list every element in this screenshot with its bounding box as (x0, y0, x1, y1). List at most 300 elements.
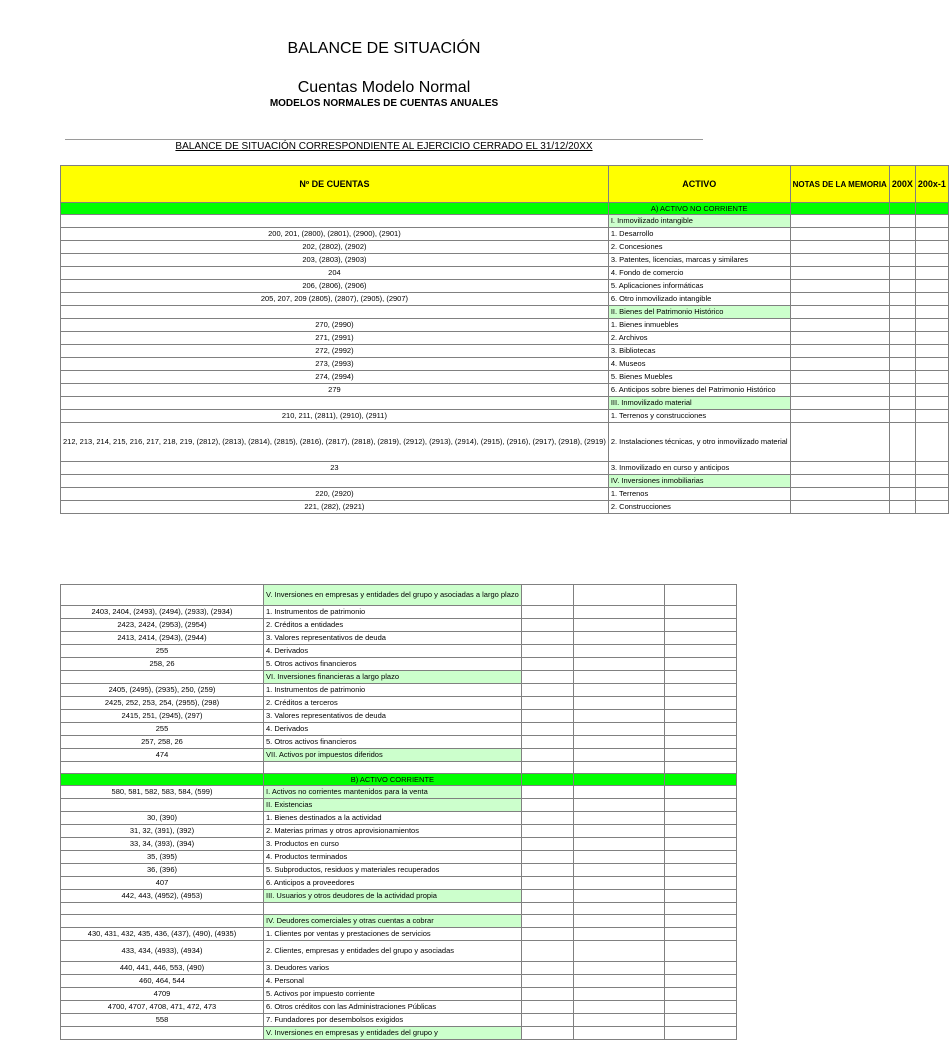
notes-cell (521, 749, 573, 762)
account-concept: 2. Concesiones (608, 241, 790, 254)
notes-cell (790, 319, 889, 332)
previous-year-cell (915, 280, 948, 293)
table-row (61, 358, 949, 371)
current-year-cell (889, 423, 915, 462)
notes-cell (521, 736, 573, 749)
account-numbers: 2413, 2414, (2943), (2944) (61, 632, 264, 645)
account-numbers: 23 (61, 462, 609, 475)
account-concept: V. Inversiones en empresas y entidades del grupo y (264, 1027, 522, 1040)
notes-cell (790, 267, 889, 280)
table-row (61, 423, 949, 462)
table-row (61, 1014, 737, 1027)
account-concept: VI. Inversiones financieras a largo plazo (264, 671, 522, 684)
previous-year-cell (664, 723, 736, 736)
current-year-cell (573, 975, 664, 988)
current-year-cell (573, 799, 664, 812)
account-concept: I. Inmovilizado intangible (608, 215, 790, 228)
current-year-cell (573, 962, 664, 975)
account-numbers: 220, (2920) (61, 488, 609, 501)
previous-year-cell (915, 475, 948, 488)
notes-cell (790, 306, 889, 319)
notes-cell (521, 799, 573, 812)
account-concept: 4. Derivados (264, 723, 522, 736)
table-row (61, 975, 737, 988)
current-year-cell (889, 358, 915, 371)
account-numbers: 255 (61, 645, 264, 658)
account-concept: 1. Terrenos y construcciones (608, 410, 790, 423)
account-concept: II. Existencias (264, 799, 522, 812)
previous-year-cell (915, 501, 948, 514)
account-numbers (61, 799, 264, 812)
current-year-cell (889, 332, 915, 345)
table-row (61, 786, 737, 799)
account-concept: 3. Valores representativos de deuda (264, 710, 522, 723)
notes-cell (521, 585, 573, 606)
account-numbers: 35, (395) (61, 851, 264, 864)
table-row (61, 710, 737, 723)
account-concept (264, 903, 522, 915)
table-row (61, 812, 737, 825)
account-concept: III. Usuarios y otros deudores de la actividad propia (264, 890, 522, 903)
current-year-cell (889, 488, 915, 501)
current-year-cell (573, 684, 664, 697)
notes-cell (521, 1014, 573, 1027)
header-notas: NOTAS DE LA MEMORIA (790, 166, 889, 203)
current-year-cell (573, 1027, 664, 1040)
account-numbers (61, 306, 609, 319)
header-year-current: 200X (889, 166, 915, 203)
current-year-cell (889, 384, 915, 397)
account-concept: 2. Archivos (608, 332, 790, 345)
previous-year-cell (664, 585, 736, 606)
previous-year-cell (664, 975, 736, 988)
current-year-cell (889, 241, 915, 254)
current-year-cell (889, 254, 915, 267)
previous-year-cell (915, 423, 948, 462)
notes-cell (521, 632, 573, 645)
account-numbers: 255 (61, 723, 264, 736)
account-numbers: 257, 258, 26 (61, 736, 264, 749)
account-concept: 5. Otros activos financieros (264, 658, 522, 671)
account-numbers: 202, (2802), (2902) (61, 241, 609, 254)
account-concept: 2. Instalaciones técnicas, y otro inmovilizado material (608, 423, 790, 462)
notes-cell (521, 812, 573, 825)
current-year-cell (573, 723, 664, 736)
previous-year-cell (915, 462, 948, 475)
notes-cell (521, 915, 573, 928)
current-year-cell (573, 1014, 664, 1027)
account-numbers: 460, 464, 544 (61, 975, 264, 988)
current-year-cell (889, 397, 915, 410)
current-year-cell (573, 825, 664, 838)
table-row (61, 345, 949, 358)
previous-year-cell (915, 397, 948, 410)
previous-year-cell (664, 1014, 736, 1027)
notes-cell (521, 671, 573, 684)
current-year-cell (573, 1001, 664, 1014)
account-numbers: 2405, (2495), (2935), 250, (259) (61, 684, 264, 697)
notes-cell (790, 293, 889, 306)
current-year-cell (889, 410, 915, 423)
previous-year-cell (915, 215, 948, 228)
previous-year-cell (664, 684, 736, 697)
account-concept: 7. Fundadores por desembolsos exigidos (264, 1014, 522, 1027)
table-row (61, 632, 737, 645)
account-numbers: 205, 207, 209 (2805), (2807), (2905), (2907) (61, 293, 609, 306)
table-row (61, 293, 949, 306)
header-activo: ACTIVO (608, 166, 790, 203)
table-row (61, 864, 737, 877)
notes-cell (521, 762, 573, 774)
previous-year-cell (664, 877, 736, 890)
table-row (61, 410, 949, 423)
account-numbers (61, 762, 264, 774)
current-year-cell (573, 988, 664, 1001)
account-concept: 5. Aplicaciones informáticas (608, 280, 790, 293)
table-row (61, 488, 949, 501)
table-row (61, 397, 949, 410)
account-concept: 2. Clientes, empresas y entidades del grupo y asociadas (264, 941, 522, 962)
notes-cell (790, 215, 889, 228)
section-row-activo-no-corriente (61, 203, 949, 215)
current-year-cell (573, 915, 664, 928)
account-concept: 5. Bienes Muebles (608, 371, 790, 384)
account-numbers (61, 215, 609, 228)
account-numbers: 200, 201, (2800), (2801), (2900), (2901) (61, 228, 609, 241)
previous-year-cell (664, 645, 736, 658)
table-row (61, 877, 737, 890)
account-concept: 4. Personal (264, 975, 522, 988)
notes-cell (790, 462, 889, 475)
account-numbers: 4709 (61, 988, 264, 1001)
document-subsubtitle: MODELOS NORMALES DE CUENTAS ANUALES (269, 98, 499, 109)
account-numbers (61, 475, 609, 488)
account-concept: 4. Museos (608, 358, 790, 371)
section-row (61, 774, 737, 786)
previous-year-cell (915, 293, 948, 306)
account-concept: 5. Activos por impuesto corriente (264, 988, 522, 1001)
current-year-cell (573, 736, 664, 749)
notes-cell (521, 941, 573, 962)
account-numbers: 33, 34, (393), (394) (61, 838, 264, 851)
account-concept: 4. Fondo de comercio (608, 267, 790, 280)
account-concept: II. Bienes del Patrimonio Histórico (608, 306, 790, 319)
account-numbers (61, 774, 264, 786)
table-row (61, 890, 737, 903)
document-subtitle: Cuentas Modelo Normal (297, 79, 471, 96)
current-year-cell (889, 319, 915, 332)
current-year-cell (889, 475, 915, 488)
notes-cell (521, 928, 573, 941)
notes-cell (790, 501, 889, 514)
current-year-cell (573, 585, 664, 606)
balance-heading: BALANCE DE SITUACIÓN CORRESPONDIENTE AL EJERCICIO CERRADO EL 31/12/20XX (175, 141, 593, 152)
account-concept: 3. Deudores varios (264, 962, 522, 975)
previous-year-cell (664, 606, 736, 619)
previous-year-cell (915, 345, 948, 358)
current-year-cell (889, 306, 915, 319)
notes-cell (521, 851, 573, 864)
previous-year-cell (664, 851, 736, 864)
table-row (61, 838, 737, 851)
table-row (61, 723, 737, 736)
account-numbers: 221, (282), (2921) (61, 501, 609, 514)
account-numbers: 270, (2990) (61, 319, 609, 332)
notes-cell (790, 241, 889, 254)
account-concept: 4. Derivados (264, 645, 522, 658)
notes-cell (790, 358, 889, 371)
previous-year-cell (664, 697, 736, 710)
previous-year-cell (915, 306, 948, 319)
previous-year-cell (664, 658, 736, 671)
notes-cell (790, 371, 889, 384)
table-row (61, 928, 737, 941)
account-concept (264, 762, 522, 774)
account-numbers (61, 397, 609, 410)
previous-year-cell (664, 762, 736, 774)
previous-year-cell (915, 488, 948, 501)
current-year-cell (573, 606, 664, 619)
current-year-cell (573, 774, 664, 786)
table-row (61, 941, 737, 962)
current-year-cell (573, 710, 664, 723)
table-row (61, 658, 737, 671)
account-numbers: 2403, 2404, (2493), (2494), (2933), (2934) (61, 606, 264, 619)
table-row (61, 306, 949, 319)
previous-year-cell (915, 254, 948, 267)
table-row (61, 697, 737, 710)
current-year-cell (573, 903, 664, 915)
account-numbers: 2423, 2424, (2953), (2954) (61, 619, 264, 632)
table-row (61, 671, 737, 684)
previous-year-cell (664, 890, 736, 903)
account-concept: 5. Subproductos, residuos y materiales recuperados (264, 864, 522, 877)
current-year-cell (573, 838, 664, 851)
previous-year-cell (664, 799, 736, 812)
previous-year-cell (664, 671, 736, 684)
table-row (61, 462, 949, 475)
current-year-cell (573, 786, 664, 799)
previous-year-cell (664, 962, 736, 975)
account-numbers: 407 (61, 877, 264, 890)
notes-cell (521, 864, 573, 877)
table-row (61, 851, 737, 864)
current-year-cell (889, 228, 915, 241)
account-concept: 2. Materias primas y otros aprovisionamientos (264, 825, 522, 838)
account-concept: 1. Instrumentos de patrimonio (264, 606, 522, 619)
account-numbers: 212, 213, 214, 215, 216, 217, 218, 219, (2812), (2813), (2814), (2815), (2816), (2817), (2818), (2819), (2912), (2913), (2914), (2915), (2916), (2917), (2918), (2919) (61, 423, 609, 462)
table-row (61, 475, 949, 488)
previous-year-cell (915, 358, 948, 371)
current-year-cell (573, 941, 664, 962)
notes-cell (790, 345, 889, 358)
table-row (61, 799, 737, 812)
account-numbers: 273, (2993) (61, 358, 609, 371)
notes-cell (521, 877, 573, 890)
previous-year-cell (664, 864, 736, 877)
notes-cell (521, 1001, 573, 1014)
header-year-previous: 200x-1 (915, 166, 948, 203)
previous-year-cell (664, 838, 736, 851)
current-year-cell (573, 877, 664, 890)
section-label: B) ACTIVO CORRIENTE (264, 774, 522, 786)
notes-cell (521, 903, 573, 915)
account-numbers: 558 (61, 1014, 264, 1027)
account-concept: 1. Instrumentos de patrimonio (264, 684, 522, 697)
table-row (61, 332, 949, 345)
notes-cell (521, 684, 573, 697)
table-row (61, 962, 737, 975)
account-numbers: 440, 441, 446, 553, (490) (61, 962, 264, 975)
account-concept: 5. Otros activos financieros (264, 736, 522, 749)
account-numbers: 2425, 252, 253, 254, (2955), (298) (61, 697, 264, 710)
previous-year-cell (915, 410, 948, 423)
table-row (61, 1027, 737, 1040)
account-concept: VII. Activos por impuestos diferidos (264, 749, 522, 762)
current-year-cell (889, 345, 915, 358)
account-concept: IV. Inversiones inmobiliarias (608, 475, 790, 488)
current-year-cell (573, 890, 664, 903)
account-numbers: 274, (2994) (61, 371, 609, 384)
table-row (61, 585, 737, 606)
account-concept: 1. Terrenos (608, 488, 790, 501)
account-concept: 4. Productos terminados (264, 851, 522, 864)
account-numbers: 210, 211, (2811), (2910), (2911) (61, 410, 609, 423)
notes-cell (521, 697, 573, 710)
notes-cell (521, 825, 573, 838)
account-numbers: 442, 443, (4952), (4953) (61, 890, 264, 903)
notes-cell (521, 710, 573, 723)
notes-cell (790, 280, 889, 293)
current-year-cell (889, 462, 915, 475)
table-row (61, 606, 737, 619)
notes-cell (790, 228, 889, 241)
notes-cell (521, 606, 573, 619)
notes-cell (790, 397, 889, 410)
notes-cell (521, 1027, 573, 1040)
current-year-cell (573, 812, 664, 825)
account-numbers: 30, (390) (61, 812, 264, 825)
account-concept: 3. Inmovilizado en curso y anticipos (608, 462, 790, 475)
notes-cell (521, 890, 573, 903)
document-title: BALANCE DE SITUACIÓN (287, 40, 481, 57)
horizontal-rule (65, 139, 703, 140)
current-year-cell (889, 267, 915, 280)
notes-cell (521, 619, 573, 632)
previous-year-cell (664, 825, 736, 838)
current-year-cell (573, 749, 664, 762)
account-numbers: 279 (61, 384, 609, 397)
previous-year-cell (664, 941, 736, 962)
table-row (61, 915, 737, 928)
account-numbers: 474 (61, 749, 264, 762)
table-row (61, 1001, 737, 1014)
account-numbers: 258, 26 (61, 658, 264, 671)
table-row (61, 988, 737, 1001)
table-row (61, 825, 737, 838)
previous-year-cell (915, 384, 948, 397)
notes-cell (790, 423, 889, 462)
blank-row (61, 762, 737, 774)
previous-year-cell (915, 241, 948, 254)
section-label: A) ACTIVO NO CORRIENTE (608, 203, 790, 215)
previous-year-cell (664, 786, 736, 799)
current-year-cell (573, 645, 664, 658)
account-concept: 2. Créditos a entidades (264, 619, 522, 632)
header-cuentas: Nº DE CUENTAS (61, 166, 609, 203)
account-concept: III. Inmovilizado material (608, 397, 790, 410)
account-numbers (61, 671, 264, 684)
notes-cell (521, 786, 573, 799)
account-numbers: 206, (2806), (2906) (61, 280, 609, 293)
account-concept: 1. Desarrollo (608, 228, 790, 241)
table-row (61, 645, 737, 658)
notes-cell (521, 723, 573, 736)
account-numbers: 31, 32, (391), (392) (61, 825, 264, 838)
notes-cell (790, 410, 889, 423)
account-concept: 1. Bienes destinados a la actividad (264, 812, 522, 825)
previous-year-cell (664, 812, 736, 825)
account-numbers: 204 (61, 267, 609, 280)
table-row (61, 254, 949, 267)
notes-cell (790, 384, 889, 397)
previous-year-cell (664, 710, 736, 723)
account-concept: 1. Clientes por ventas y prestaciones de servicios (264, 928, 522, 941)
current-year-cell (573, 864, 664, 877)
current-year-cell (573, 851, 664, 864)
account-concept: 6. Anticipos a proveedores (264, 877, 522, 890)
previous-year-cell (915, 267, 948, 280)
current-year-cell (889, 215, 915, 228)
notes-cell (521, 774, 573, 786)
account-numbers: 433, 434, (4933), (4934) (61, 941, 264, 962)
current-year-cell (889, 371, 915, 384)
account-numbers (61, 585, 264, 606)
current-year-cell (573, 671, 664, 684)
current-year-cell (889, 501, 915, 514)
account-concept: 6. Anticipos sobre bienes del Patrimonio Histórico (608, 384, 790, 397)
previous-year-cell (664, 736, 736, 749)
notes-cell (790, 254, 889, 267)
previous-year-cell (915, 319, 948, 332)
account-numbers: 580, 581, 582, 583, 584, (599) (61, 786, 264, 799)
account-concept: 3. Productos en curso (264, 838, 522, 851)
previous-year-cell (915, 332, 948, 345)
account-numbers (61, 903, 264, 915)
current-year-cell (889, 293, 915, 306)
notes-cell (521, 962, 573, 975)
notes-cell (521, 838, 573, 851)
table-row (61, 319, 949, 332)
account-concept: V. Inversiones en empresas y entidades del grupo y asociadas a largo plazo (264, 585, 522, 606)
current-year-cell (573, 619, 664, 632)
notes-cell (790, 332, 889, 345)
account-numbers: 4700, 4707, 4708, 471, 472, 473 (61, 1001, 264, 1014)
current-year-cell (573, 632, 664, 645)
balance-table-1 (60, 165, 949, 514)
previous-year-cell (664, 632, 736, 645)
account-concept: IV. Deudores comerciales y otras cuentas a cobrar (264, 915, 522, 928)
account-concept: 6. Otros créditos con las Administraciones Públicas (264, 1001, 522, 1014)
account-numbers: 203, (2803), (2903) (61, 254, 609, 267)
account-numbers (61, 1027, 264, 1040)
account-concept: 2. Créditos a terceros (264, 697, 522, 710)
previous-year-cell (664, 988, 736, 1001)
table-row (61, 384, 949, 397)
previous-year-cell (664, 619, 736, 632)
table-row (61, 228, 949, 241)
previous-year-cell (915, 371, 948, 384)
